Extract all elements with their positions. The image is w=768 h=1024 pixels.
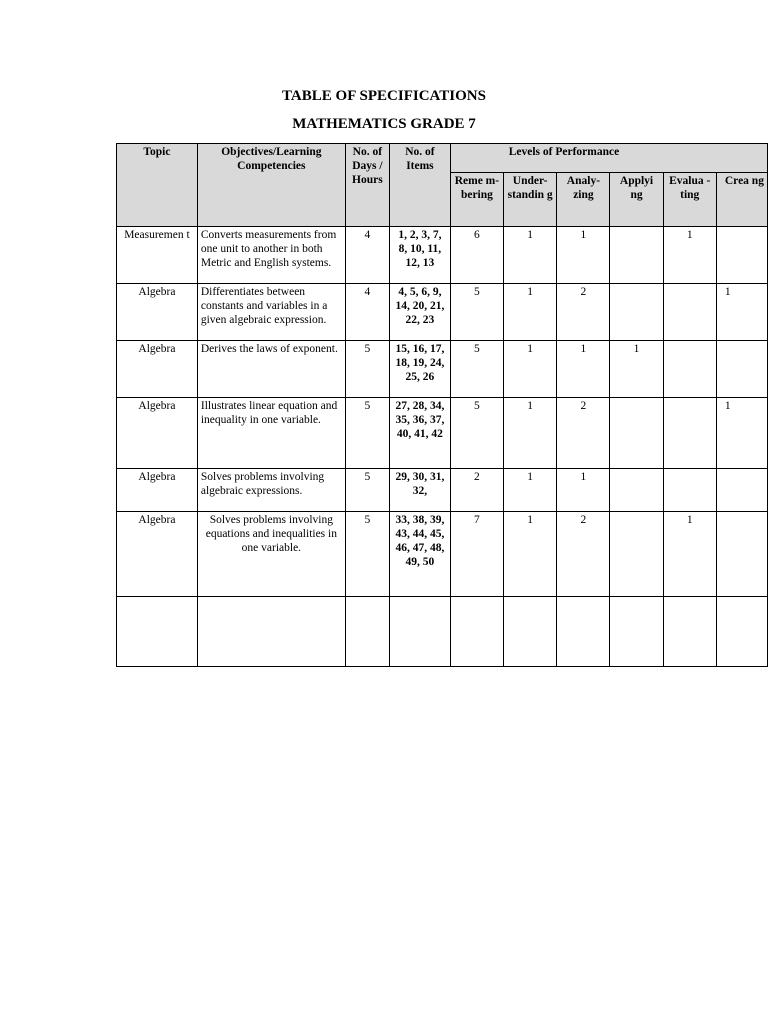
- table-row: [117, 398, 768, 469]
- cell-empty: [345, 597, 389, 667]
- cell-items: 1, 2, 3, 7, 8, 10, 11, 12, 13: [389, 227, 450, 284]
- cell-topic: Algebra: [117, 398, 198, 469]
- cell-understanding: 1: [503, 512, 557, 597]
- cell-empty: [503, 597, 557, 667]
- cell-objective: Solves problems involving equations and inequalities in one variable.: [197, 512, 345, 597]
- cell-empty: [117, 597, 198, 667]
- document-title: TABLE OF SPECIFICATIONS: [282, 88, 486, 104]
- cell-empty: [450, 597, 503, 667]
- cell-remembering: 6: [450, 227, 503, 284]
- cell-applying: [610, 227, 663, 284]
- header-evaluating: Evalua -ting: [663, 173, 716, 227]
- cell-evaluating: [663, 284, 716, 341]
- document-subtitle: MATHEMATICS GRADE 7: [292, 116, 476, 132]
- table-row: [117, 512, 768, 597]
- cell-days: 5: [345, 398, 389, 469]
- cell-creating: 1: [716, 398, 767, 469]
- header-objectives: Objectives/Learning Competencies: [197, 144, 345, 227]
- table-row: [117, 284, 768, 341]
- header-items: No. of Items: [389, 144, 450, 227]
- cell-remembering: 5: [450, 341, 503, 398]
- cell-items: 29, 30, 31, 32,: [389, 469, 450, 512]
- cell-understanding: 1: [503, 469, 557, 512]
- cell-analyzing: 2: [557, 284, 610, 341]
- cell-creating: [716, 341, 767, 398]
- cell-creating: [716, 512, 767, 597]
- cell-empty: [716, 597, 767, 667]
- cell-analyzing: 1: [557, 469, 610, 512]
- cell-objective: Differentiates between constants and variables in a given algebraic expression.: [197, 284, 345, 341]
- cell-days: 5: [345, 469, 389, 512]
- cell-analyzing: 1: [557, 227, 610, 284]
- cell-evaluating: [663, 341, 716, 398]
- cell-creating: [716, 469, 767, 512]
- cell-empty: [663, 597, 716, 667]
- header-remembering: Reme m- bering: [450, 173, 503, 227]
- table-row: [117, 469, 768, 512]
- header-understanding: Under- standin g: [503, 173, 557, 227]
- cell-creating: [716, 227, 767, 284]
- cell-days: 4: [345, 227, 389, 284]
- cell-remembering: 2: [450, 469, 503, 512]
- cell-items: 4, 5, 6, 9, 14, 20, 21, 22, 23: [389, 284, 450, 341]
- cell-remembering: 5: [450, 398, 503, 469]
- table-row: [117, 227, 768, 284]
- cell-evaluating: 1: [663, 227, 716, 284]
- cell-applying: [610, 284, 663, 341]
- cell-objective: Converts measurements from one unit to another in both Metric and English systems.: [197, 227, 345, 284]
- cell-items: 15, 16, 17, 18, 19, 24, 25, 26: [389, 341, 450, 398]
- cell-empty: [197, 597, 345, 667]
- header-topic: Topic: [117, 144, 198, 227]
- header-row-top: [117, 144, 768, 173]
- cell-objective: Illustrates linear equation and inequality in one variable.: [197, 398, 345, 469]
- cell-topic: Algebra: [117, 512, 198, 597]
- cell-applying: [610, 512, 663, 597]
- cell-objective: Solves problems involving algebraic expressions.: [197, 469, 345, 512]
- cell-understanding: 1: [503, 227, 557, 284]
- cell-applying: [610, 469, 663, 512]
- cell-days: 5: [345, 341, 389, 398]
- header-days: No. of Days / Hours: [345, 144, 389, 227]
- header-creating: Crea ng: [716, 173, 767, 227]
- cell-topic: Algebra: [117, 341, 198, 398]
- cell-topic: Algebra: [117, 284, 198, 341]
- cell-analyzing: 1: [557, 341, 610, 398]
- cell-remembering: 7: [450, 512, 503, 597]
- cell-creating: 1: [716, 284, 767, 341]
- cell-empty: [389, 597, 450, 667]
- header-analyzing: Analy- zing: [557, 173, 610, 227]
- cell-objective: Derives the laws of exponent.: [197, 341, 345, 398]
- cell-items: 27, 28, 34, 35, 36, 37, 40, 41, 42: [389, 398, 450, 469]
- cell-applying: [610, 398, 663, 469]
- cell-analyzing: 2: [557, 512, 610, 597]
- table-row: [117, 341, 768, 398]
- cell-understanding: 1: [503, 284, 557, 341]
- table-row-empty: [117, 597, 768, 667]
- cell-analyzing: 2: [557, 398, 610, 469]
- cell-days: 5: [345, 512, 389, 597]
- cell-items: 33, 38, 39, 43, 44, 45, 46, 47, 48, 49, 50: [389, 512, 450, 597]
- specifications-table: [116, 143, 768, 667]
- cell-evaluating: 1: [663, 512, 716, 597]
- cell-empty: [557, 597, 610, 667]
- cell-applying: 1: [610, 341, 663, 398]
- cell-evaluating: [663, 398, 716, 469]
- cell-evaluating: [663, 469, 716, 512]
- header-levels: [450, 144, 767, 173]
- cell-topic: Measuremen t: [117, 227, 198, 284]
- cell-understanding: 1: [503, 341, 557, 398]
- cell-empty: [610, 597, 663, 667]
- header-levels-label: Levels of Performance: [508, 146, 620, 158]
- cell-remembering: 5: [450, 284, 503, 341]
- cell-topic: Algebra: [117, 469, 198, 512]
- header-applying: Applyi ng: [610, 173, 663, 227]
- cell-understanding: 1: [503, 398, 557, 469]
- cell-days: 4: [345, 284, 389, 341]
